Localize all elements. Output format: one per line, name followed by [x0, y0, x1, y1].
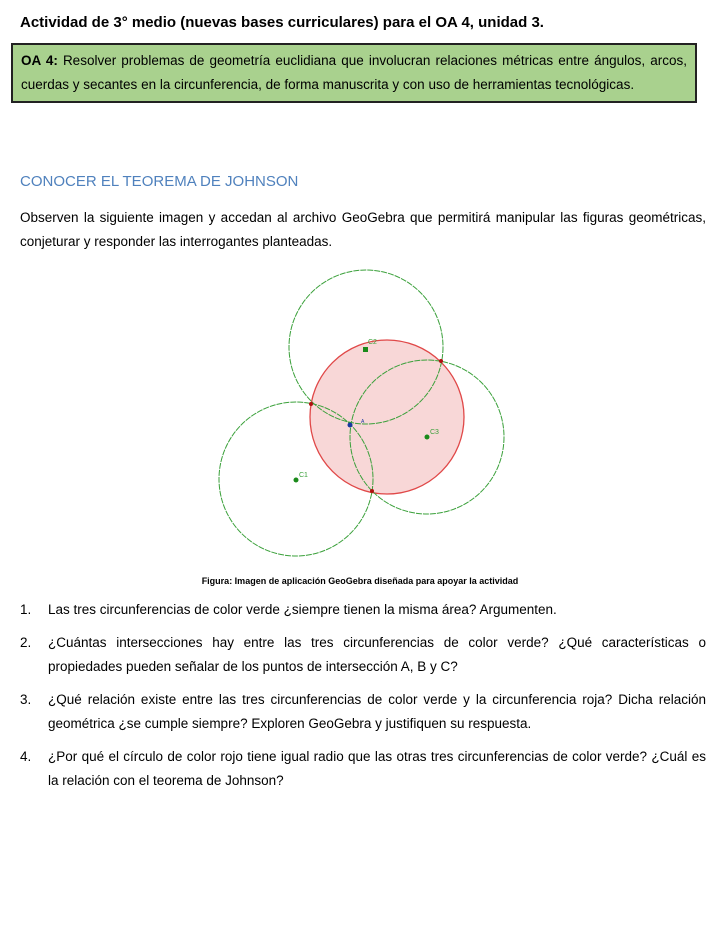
- question-item: [20, 631, 706, 679]
- question-text: ¿Por qué el círculo de color rojo tiene igual radio que las otras tres circunferencias de color verde? ¿Cuál es la relación con el teorema de Johnson?: [48, 749, 706, 788]
- objective-text: Resolver problemas de geometría euclidiana que involucran relaciones métricas entre ángulos, arcos, cuerdas y secantes en la circunferencia, de forma manuscrita y con uso de herramientas tecnológicas.: [21, 53, 687, 92]
- intersection-point-3: [370, 489, 374, 493]
- question-number: 1.: [20, 602, 32, 617]
- label-h: A: [361, 419, 365, 425]
- intersection-point-a: [348, 423, 353, 428]
- question-number: 3.: [20, 692, 32, 707]
- intersection-point-2: [439, 359, 443, 363]
- intro-paragraph: Observen la siguiente imagen y accedan al archivo GeoGebra que permitirá manipular las figuras geométricas, conjeturar y responder las interrogantes planteadas.: [20, 210, 706, 249]
- question-item: [20, 688, 706, 736]
- question-number: 4.: [20, 749, 32, 764]
- question-number: 2.: [20, 635, 32, 650]
- center-point-c1: [294, 478, 299, 483]
- objective-label: OA 4:: [21, 53, 58, 68]
- activity-title: Actividad de 3° medio (nuevas bases curriculares) para el OA 4, unidad 3.: [20, 14, 544, 31]
- question-text: ¿Qué relación existe entre las tres circunferencias de color verde y la circunferencia roja? Dicha relación geométrica ¿se cumple siempre? Exploren GeoGebra y justifiquen su respuesta.: [48, 692, 706, 731]
- question-text: Las tres circunferencias de color verde ¿siempre tienen la misma área? Argumenten.: [48, 602, 557, 617]
- figure-caption: Figura: Imagen de aplicación GeoGebra diseñada para apoyar la actividad: [201, 576, 519, 586]
- intersection-point-1: [309, 402, 313, 406]
- question-item: [20, 598, 706, 622]
- questions-list: [20, 598, 706, 802]
- question-text: ¿Cuántas intersecciones hay entre las tres circunferencias de color verde? ¿Qué características o propiedades pueden señalar de los puntos de intersección A, B y C?: [48, 635, 706, 674]
- center-point-c2: [363, 347, 368, 352]
- question-item: [20, 745, 706, 793]
- section-heading: CONOCER EL TEOREMA DE JOHNSON: [20, 173, 299, 190]
- label-c1: C1: [299, 472, 308, 479]
- center-point-c3: [425, 435, 430, 440]
- label-c3: C3: [430, 429, 439, 436]
- label-c2: C2: [368, 339, 377, 346]
